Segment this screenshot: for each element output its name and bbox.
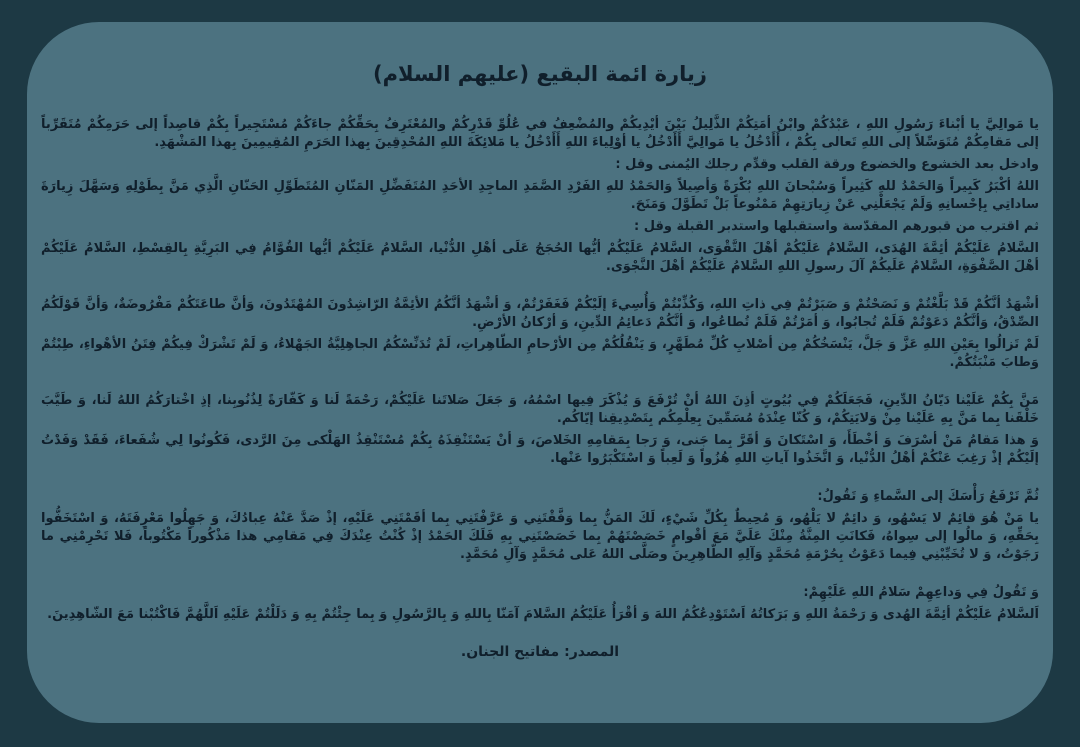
paragraph-group: [41, 584, 1039, 624]
paragraph: اَلسَّلامُ عَلَيْكُمْ أئِمَّةَ الهُدى وَ رَحْمَةُ اللهِ وَ بَرَكاتُهُ اَسْتَوْدِعُكُمُ اللهَ وَ أقْرَأُ عَلَيْكُمُ السَّلامَ آمَنّا بِاللهِ وَ بِالرَّسُولِ وَ بِما جِئْتُمْ بِهِ وَ دَلَلْتُمْ عَلَيْهِ اَللَّهُمَّ فَاكْتُبْنا مَعَ الشّاهِدِينَ.: [47, 607, 1039, 622]
paragraph-group: [41, 488, 1039, 564]
paragraph-group: [41, 392, 1039, 468]
paragraph: أشْهَدُ أنَّكُمْ قَدْ بَلَّغْتُمْ وَ نَصَحْتُمْ وَ صَبَرْتُمْ فِي ذاتِ اللهِ، وَكُذِّبْتُمْ وَأُسِيءَ إلَيْكُمْ فَغَفَرْتُمْ، وَ أشْهَدُ أنَّكُمُ الأئِمَّةُ الرّاشِدُونَ المُهْتَدُونَ، وَأنَّ طاعَتَكُمْ مَفْرُوضَةٌ، وَأنَّ قَوْلَكُمُ الصِّدْقُ، وَأنَّكُمْ دَعَوْتُمْ فَلَمْ تُجابُوا، وَ أمَرْتُمْ فَلَمْ تُطاعُوا، وَ أنَّكُمْ دَعائِمُ الدِّينِ، وَ أرْكانُ الأرْضِ.: [41, 297, 1039, 330]
paragraph: مَنَّ بِكُمْ عَلَيْنا دَيّانُ الدِّينِ، فَجَعَلَكُمْ فِي بُيُوتٍ أذِنَ اللهُ أنْ تُرْفَعَ وَ يُذْكَرَ فِيها اسْمُهُ، وَ جَعَلَ صَلاتَنا عَلَيْكُمْ، رَحْمَةً لَنا وَ كَفّارَةً لِذُنُوبِنا، إذِ اخْتارَكُمُ اللهُ لَنا، وَ طَيَّبَ خَلْقَنا بِما مَنَّ بِهِ عَلَيْنا مِنْ وَلايَتِكُمْ، وَ كُنّا عِنْدَهُ مُسَمِّينَ بِعِلْمِكُم بِتَصْدِيقِنا إيّاكُم.: [41, 393, 1039, 426]
paragraph: ثم اقترب من قبورهم المقدّسة واستقبلها واستدبر القبلة وقل :: [634, 219, 1039, 234]
document-card: [27, 22, 1053, 723]
paragraph: السَّلامُ عَلَيْكُمْ أئِمَّةَ الهُدَى، السَّلامُ عَلَيْكُمْ أهْلَ التَّقْوَى، السَّلامُ عَلَيْكُمْ أيُّها الحُجَجُ عَلَى أهْلِ الدُّنْيا، السَّلامُ عَلَيْكُمْ أيُّها القُوَّامُ فِي البَرِيَّةِ بِالقِسْطِ، السَّلامُ عَلَيْكُمْ أهْلَ الصَّفْوَةِ، السَّلامُ عَلَيكُمْ آلَ رسولِ اللهِ السَّلامُ عَلَيْكُمْ أهْلَ النَّجْوَى.: [41, 241, 1039, 274]
paragraph: ثُمَّ تَرْفَعُ رَأْسَكَ إلى السَّماءِ وَ تَقُولُ:: [817, 489, 1039, 504]
paragraph-group: [41, 116, 1039, 276]
paragraph: لَمْ تَزالُوا بِعَيْنِ اللهِ عَزَّ وَ جَلَّ، يَنْسَخُكُمْ مِن أصْلابِ كُلِّ مُطَهَّرٍ، وَ يَنْقُلُكُمْ مِن الأرْحامِ الطّاهِراتِ، لَمْ تُدَنِّسْكُمُ الجاهِلِيَّةُ الجَهْلاءُ، وَ لَمْ تَشْرَكْ فِيكُمْ فِتَنُ الأهْواءِ، طِبْتُمْ وَطابَ مَنْبَتُكُمْ.: [41, 337, 1039, 370]
paragraph-group: [41, 296, 1039, 372]
paragraph: يا مَوالِيَّ يا أبْناءَ رَسُولِ اللهِ ، عَبْدُكُمْ وابْنُ أمَتِكُمْ الذَّلِيلُ بَيْنَ أيْدِيكُمْ والمُضْعِفُ في عُلُوِّ قَدْرِكُمْ والمُعْتَرِفُ بِحَقِّكُمْ جاءَكُمْ مُسْتَجِيراً بِكُمْ قاصِداً إلى حَرَمِكُمْ مُتَقَرِّباً إلى مَقامِكُمْ مُتَوَسِّلاً إلى اللهِ تَعالى بِكُمْ ، أَأَدْخُلُ يا مَوالِيَّ أَأَدْخُلُ يا أوْلِياءَ اللهِ أَأَدْخُلُ يا مَلائِكَةَ اللهِ المُحْدِقِينَ بِهذا الحَرَمِ المُقِيمِينَ بِهذا المَشْهَدِ.: [41, 117, 1039, 150]
paragraph: اللهُ أكْبَرُ كَبِيراً وَالحَمْدُ للهِ كَثِيراً وَسُبْحانَ اللهِ بُكْرَةً وَأصِيلاً وَالحَمْدُ للهِ الفَرْدِ الصَّمَدِ الماجِدِ الأحَدِ المُتَفَضِّلِ المَنّانِ المُتَطَوِّلِ الحَنّانِ الَّذِي مَنَّ بِطَوْلِهِ وَسَهَّلَ زِيارَةَ ساداتِي بِإحْسانِهِ وَلَمْ يَجْعَلْنِي عَنْ زِيارَتِهِمْ مَمْنُوعاً بَلْ تَطَوَّلَ وَمَنَحَ.: [41, 179, 1039, 212]
paragraph: وَ هذا مَقامُ مَنْ أسْرَفَ وَ أخْطَأَ، وَ اسْتَكانَ وَ أقَرَّ بِما جَنى، وَ رَجا بِمَقامِهِ الخَلاصَ، وَ أنْ يَسْتَنْقِذَهُ بِكُمْ مُسْتَنْقِذُ الهَلْكى مِنَ الرَّدى، فَكُونُوا لِي شُفَعاءَ، فَقَدْ وَفَدْتُ إلَيْكُمْ إذْ رَغِبَ عَنْكُمْ أهْلُ الدُّنْيا، وَ اتَّخَذُوا آياتِ اللهِ هُزُواً وَ لَعِباً وَ اسْتَكْبَرُوا عَنْها.: [41, 433, 1039, 466]
paragraph: وادخل بعد الخشوع والخضوع ورقة القلب وقدِّم رجلك اليُمنى وقل :: [615, 157, 1039, 172]
document-body: [41, 116, 1039, 624]
page-title: زيارة ائمة البقيع (عليهم السلام): [373, 62, 707, 86]
paragraph: وَ تَقُولُ فِي وَداعِهِمْ سَلامُ اللهِ عَلَيْهِمْ:: [803, 585, 1039, 600]
paragraph: يا مَنْ هُوَ قائِمٌ لا يَسْهُو، وَ دائِمٌ لا يَلْهُو، وَ مُحِيطٌ بِكُلِّ شَيْءٍ، لَكَ المَنُّ بِما وَفَّقْتَنِي وَ عَرَّفْتَنِي بِما أقَمْتَنِي عَلَيْهِ، إذْ صَدَّ عَنْهُ عِبادُكَ، وَ جَهِلُوا مَعْرِفَتَهُ، وَ اسْتَخَفُّوا بِحَقِّهِ، وَ مالُوا إلى سِواهُ، فَكانَتِ المِنَّةُ مِنْكَ عَلَيَّ مَعَ أقْوامٍ خَصَصْتَهُمْ بِما خَصَصْتَنِي بِهِ فَلَكَ الحَمْدُ إذْ كُنْتُ عِنْدَكَ فِي مَقامِي هذا مَذْكُوراً مَكْتُوباً، فَلا تَحْرِمْنِي ما رَجَوْتُ، وَ لا تُخَيِّبْنِي فِيما دَعَوْتُ بِحُرْمَةِ مُحَمَّدٍ وَآلِهِ الطّاهِرِينَ وصَلَّى اللهُ عَلى مُحَمَّدٍ وَآلِ مُحَمَّدٍ.: [41, 511, 1039, 562]
source-line: المصدر: مفاتيح الجنان.: [460, 644, 620, 660]
